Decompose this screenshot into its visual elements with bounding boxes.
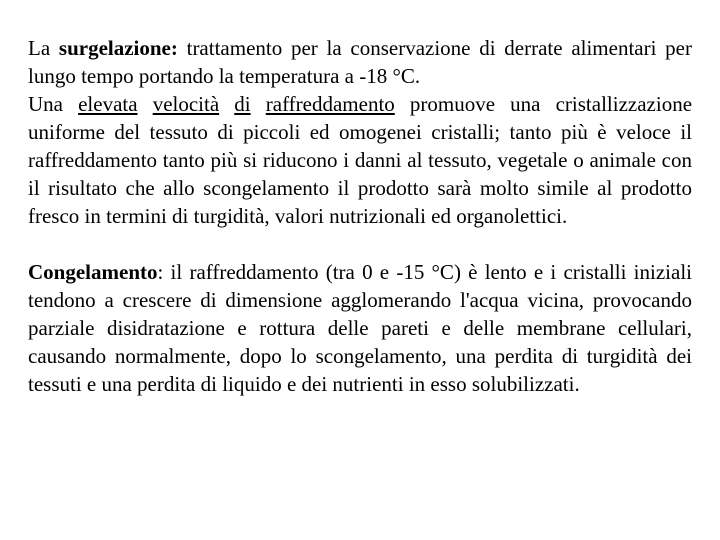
lead-text: La	[28, 36, 59, 60]
line-start: Una	[28, 92, 79, 116]
definition-congelamento: il raffreddamento (tra 0 e -15 °C) è lento e i cristalli iniziali tendono a crescere di dimensione agglomerando l'acqua vicina, provocando parziale disidratazione e rottura delle pareti e delle membrane cellulari, causando normalmente, dopo lo scongelamento, una perdita di turgidità dei tessuti e una perdita di liquido e dei nutrienti in esso solubilizzati.	[28, 260, 692, 396]
paragraph-congelamento	[28, 258, 692, 398]
explanation-surgelazione: promuove una cristallizzazione uniforme del tessuto di piccoli ed omogenei cristalli; tanto più è veloce il raffreddamento tanto più si riducono i danni al tessuto, vegetale o animale con il risultato che allo scongelamento il prodotto sarà molto simile al prodotto fresco in termini di turgidità, valori nutrizionali ed organolettici.	[28, 92, 693, 228]
term-congelamento: Congelamento	[28, 260, 158, 284]
definition-surgelazione: trattamento per la conservazione di derrate alimentari per lungo tempo portando la temperatura a -18 °C.	[28, 36, 692, 88]
paragraph-gap	[28, 230, 692, 258]
term-colon: :	[170, 36, 178, 60]
underlined-word: raffreddamento	[265, 92, 395, 116]
underlined-word: elevata	[78, 92, 138, 116]
term-surgelazione: surgelazione	[58, 36, 171, 60]
slide-content	[28, 34, 692, 398]
paragraph-surgelazione	[28, 34, 692, 230]
term-colon: :	[157, 260, 164, 284]
underlined-word: di	[234, 92, 251, 116]
underlined-word: velocità	[152, 92, 220, 116]
